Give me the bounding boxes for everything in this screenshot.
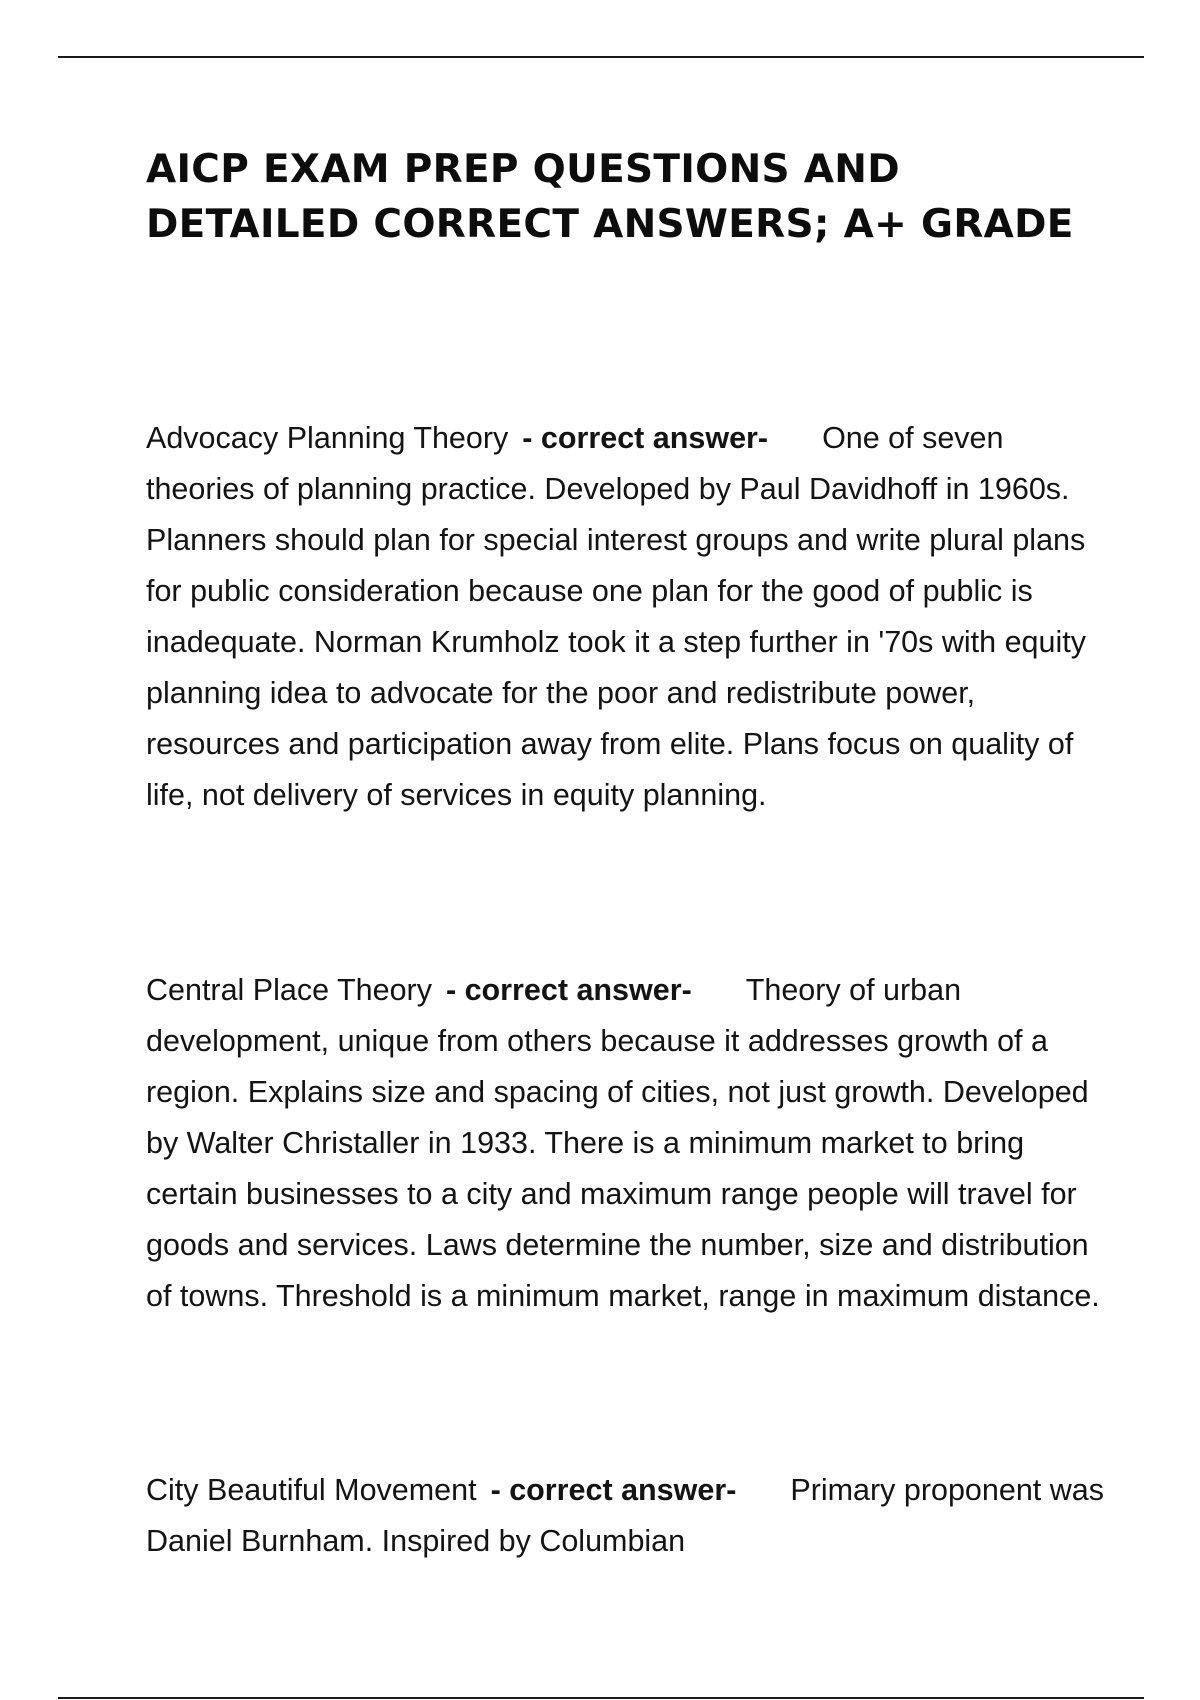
qa-entry bbox=[146, 1465, 1106, 1567]
answer-separator: - correct answer- bbox=[522, 421, 769, 455]
bottom-rule bbox=[58, 1697, 1144, 1699]
entry-term: Advocacy Planning Theory bbox=[146, 421, 509, 455]
document-title: AICP EXAM PREP QUESTIONS AND DETAILED CORRECT ANSWERS; A+ GRADE bbox=[146, 147, 1074, 247]
qa-entry bbox=[146, 965, 1106, 1322]
entry-answer: Primary proponent was Daniel Burnham. Inspired by Columbian bbox=[146, 1473, 1104, 1558]
qa-entry bbox=[146, 413, 1106, 821]
top-rule bbox=[58, 56, 1144, 58]
entry-term: City Beautiful Movement bbox=[146, 1473, 477, 1507]
answer-separator: - correct answer- bbox=[445, 973, 692, 1007]
entry-answer: One of seven theories of planning practice. Developed by Paul Davidhoff in 1960s. Planners should plan for special interest groups and write plural plans for public consideration because one plan for the good of public is inadequate. Norman Krumholz took it a step further in '70s with equity planning idea to advocate for the poor and redistribute power, resources and participation away from elite. Plans focus on quality of life, not delivery of services in equity planning. bbox=[146, 421, 1086, 812]
entry-term: Central Place Theory bbox=[146, 973, 432, 1007]
answer-separator: - correct answer- bbox=[490, 1473, 737, 1507]
entry-answer: Theory of urban development, unique from others because it addresses growth of a region. Explains size and spacing of cities, not just growth. Developed by Walter Christaller in 1933. There is a minimum market to bring certain businesses to a city and maximum range people will travel for goods and services. Laws determine the number, size and distribution of towns. Threshold is a minimum market, range in maximum distance. bbox=[146, 973, 1100, 1313]
